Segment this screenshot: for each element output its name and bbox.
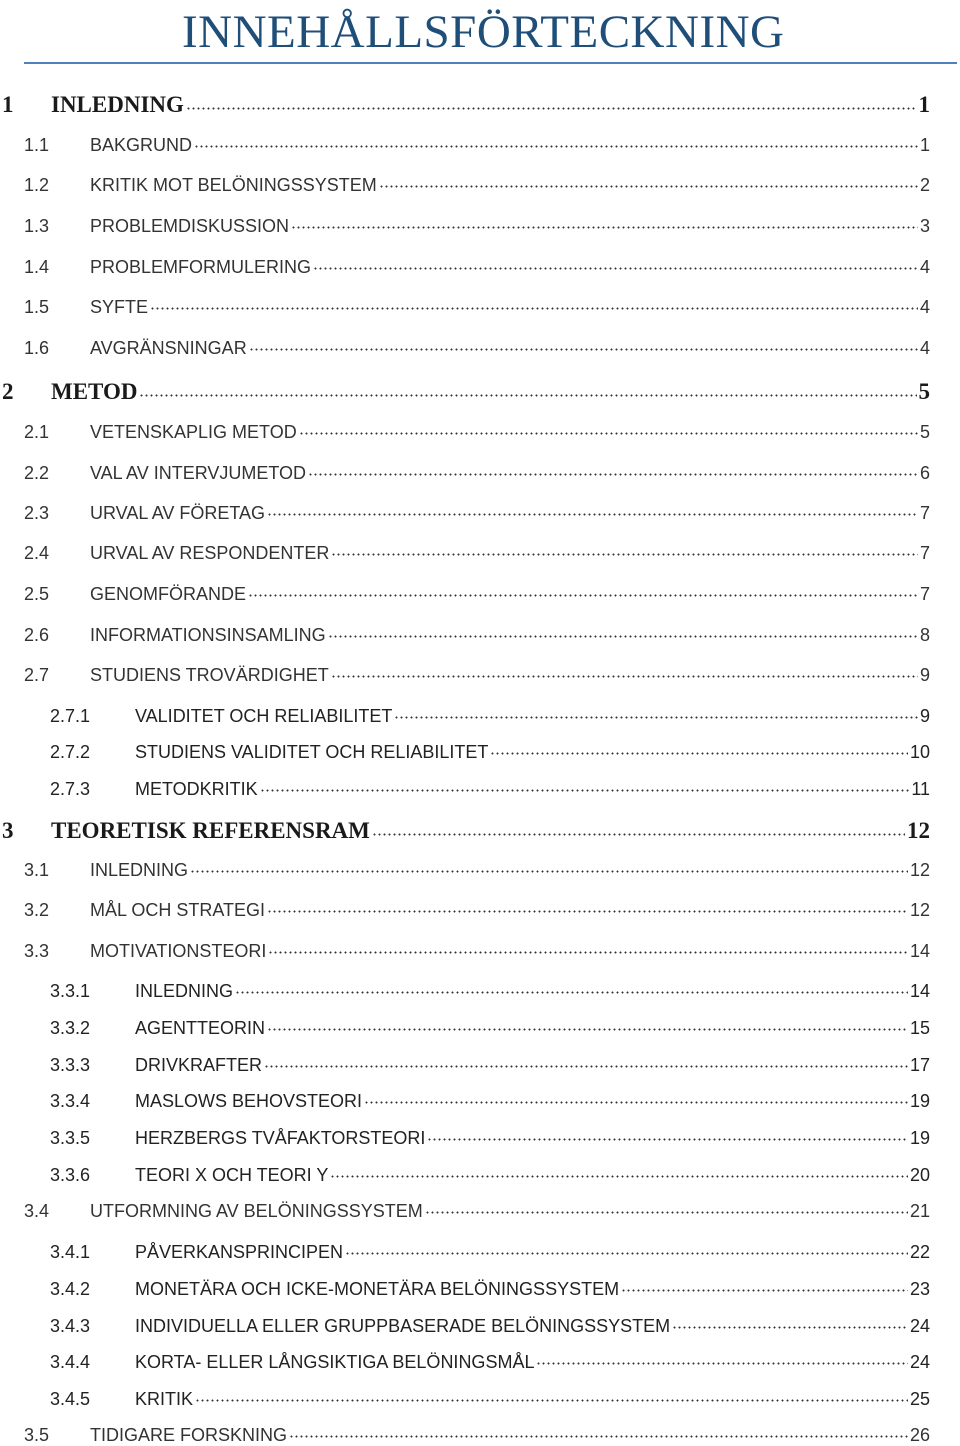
toc-entry-title: BAKGRUND <box>90 135 193 155</box>
page-title: INNEHÅLLSFÖRTECKNING <box>182 6 785 58</box>
toc-entry-number: 1.6 <box>24 338 50 358</box>
toc-entry-page: 20 <box>909 1165 930 1185</box>
toc-leader-dots <box>267 901 908 919</box>
toc-entry-page: 10 <box>909 742 930 762</box>
toc-entry-page: 4 <box>919 257 930 277</box>
toc-entry-title: GENOMFÖRANDE <box>90 584 247 604</box>
toc-entry-title: VAL AV INTERVJUMETOD <box>90 463 307 483</box>
toc-entry-page: 19 <box>909 1091 930 1111</box>
toc-entry-page: 21 <box>909 1201 930 1221</box>
toc-entry-number: 2.6 <box>24 625 50 645</box>
toc-entry-number: 2.7 <box>24 665 50 685</box>
toc-entry[interactable] <box>50 1353 930 1371</box>
toc-entry[interactable] <box>50 1390 930 1408</box>
toc-entry-page: 4 <box>919 338 930 358</box>
toc-entry[interactable] <box>0 93 930 116</box>
toc-leader-dots <box>195 1390 908 1408</box>
toc-leader-dots <box>379 176 918 194</box>
toc-entry-number: 3.3.3 <box>50 1055 91 1075</box>
toc-entry-number: 3.3.6 <box>50 1165 91 1185</box>
toc-leader-dots <box>150 298 918 316</box>
toc-entry-title: TIDIGARE FORSKNING <box>90 1425 288 1445</box>
toc-leader-dots <box>372 819 905 842</box>
toc-entry-number: 2.5 <box>24 584 50 604</box>
toc-entry-title: UTFORMNING AV BELÖNINGSSYSTEM <box>90 1201 423 1221</box>
toc-entry-number: 3.4.2 <box>50 1279 91 1299</box>
toc-entry-title: URVAL AV FÖRETAG <box>90 503 266 523</box>
toc-entry-page: 12 <box>909 860 930 880</box>
toc-entry-page: 24 <box>909 1352 930 1372</box>
toc-entry-title: TEORETISK REFERENSRAM <box>51 818 370 843</box>
toc-entry-title: INLEDNING <box>90 860 189 880</box>
toc-entry-page: 5 <box>918 379 930 404</box>
toc-leader-dots <box>427 1129 908 1147</box>
toc-entry-page: 25 <box>909 1389 930 1409</box>
toc-leader-dots <box>313 258 918 276</box>
toc-leader-dots <box>235 982 908 1000</box>
toc-entry-number: 1.4 <box>24 257 50 277</box>
toc-leader-dots <box>331 544 918 562</box>
toc-entry-page: 6 <box>919 463 930 483</box>
toc-leader-dots <box>330 1166 908 1184</box>
toc-entry-page: 14 <box>909 941 930 961</box>
toc-entry-page: 24 <box>909 1316 930 1336</box>
toc-entry-number: 2.4 <box>24 543 50 563</box>
toc-entry-page: 4 <box>919 297 930 317</box>
toc-leader-dots <box>190 861 908 879</box>
toc-entry[interactable] <box>24 1426 930 1444</box>
toc-entry-page: 12 <box>909 900 930 920</box>
toc-entry-number: 1.5 <box>24 297 50 317</box>
toc-leader-dots <box>268 942 908 960</box>
toc-entry-number: 3.2 <box>24 900 50 920</box>
toc-entry-number: 3.4 <box>24 1201 50 1221</box>
toc-leader-dots <box>672 1317 908 1335</box>
toc-entry-title: MÅL OCH STRATEGI <box>90 900 266 920</box>
toc-leader-dots <box>308 464 918 482</box>
toc-entry[interactable] <box>24 666 930 684</box>
toc-entry-number: 3.4.1 <box>50 1242 91 1262</box>
toc-leader-dots <box>267 504 918 522</box>
toc-entry[interactable] <box>24 176 930 194</box>
toc-entry-page: 9 <box>919 665 930 685</box>
toc-entry-page: 26 <box>909 1425 930 1445</box>
toc-entry-page: 7 <box>919 543 930 563</box>
toc-entry[interactable] <box>24 298 930 316</box>
toc-entry[interactable] <box>50 1166 930 1184</box>
toc-entry-title: HERZBERGS TVÅFAKTORSTEORI <box>135 1128 426 1148</box>
toc-entry-number: 1 <box>2 92 14 117</box>
toc-entry-number: 3.4.5 <box>50 1389 91 1409</box>
toc-entry-title: INFORMATIONSINSAMLING <box>90 625 326 645</box>
toc-entry-number: 2.3 <box>24 503 50 523</box>
toc-entry-page: 19 <box>909 1128 930 1148</box>
toc-entry-title: PROBLEMFORMULERING <box>90 257 312 277</box>
toc-entry-title: KRITIK <box>135 1389 194 1409</box>
toc-entry[interactable] <box>24 942 930 960</box>
toc-entry[interactable] <box>50 1056 930 1074</box>
toc-leader-dots <box>331 666 918 684</box>
toc-entry-number: 3.4.4 <box>50 1352 91 1372</box>
toc-entry-number: 3.3.4 <box>50 1091 91 1111</box>
toc-entry-number: 3.3.5 <box>50 1128 91 1148</box>
toc-entry-title: INLEDNING <box>51 92 184 117</box>
toc-entry-page: 17 <box>909 1055 930 1075</box>
toc-entry[interactable] <box>24 464 930 482</box>
toc-entry-title: VETENSKAPLIG METOD <box>90 422 297 442</box>
toc-entry-number: 3.1 <box>24 860 50 880</box>
toc-entry-number: 3 <box>2 818 14 843</box>
toc-entry[interactable] <box>50 1129 930 1147</box>
toc-entry-title: TEORI X OCH TEORI Y <box>135 1165 329 1185</box>
toc-entry-page: 11 <box>911 779 930 799</box>
toc-entry-page: 1 <box>919 135 930 155</box>
toc-entry-title: METOD <box>51 379 138 404</box>
toc-leader-dots <box>267 1019 908 1037</box>
toc-leader-dots <box>425 1202 908 1220</box>
toc-entry-title: PROBLEMDISKUSSION <box>90 216 290 236</box>
toc-entry-title: KORTA- ELLER LÅNGSIKTIGA BELÖNINGSMÅL <box>135 1352 535 1372</box>
toc-entry-title: PÅVERKANSPRINCIPEN <box>135 1242 344 1262</box>
toc-entry-page: 15 <box>909 1018 930 1038</box>
toc-entry[interactable] <box>50 780 930 798</box>
toc-entry-page: 22 <box>909 1242 930 1262</box>
toc-entry-page: 3 <box>919 216 930 236</box>
toc-entry[interactable] <box>24 901 930 919</box>
toc-entry[interactable] <box>0 819 930 842</box>
toc-leader-dots <box>345 1243 908 1261</box>
toc-leader-dots <box>364 1092 908 1110</box>
toc-entry-number: 2.7.3 <box>50 779 91 799</box>
toc-entry-page: 7 <box>919 584 930 604</box>
toc-entry-title: AGENTTEORIN <box>135 1018 266 1038</box>
toc-entry-title: STUDIENS TROVÄRDIGHET <box>90 665 329 685</box>
toc-leader-dots <box>328 626 918 644</box>
toc-entry[interactable] <box>50 1317 930 1335</box>
toc-leader-dots <box>260 780 910 798</box>
toc-entry-title: MONETÄRA OCH ICKE-MONETÄRA BELÖNINGSSYSTEM <box>135 1279 620 1299</box>
toc-entry[interactable] <box>24 544 930 562</box>
toc-entry-number: 3.3.1 <box>50 981 91 1001</box>
toc-leader-dots <box>291 217 918 235</box>
toc-leader-dots <box>248 585 918 603</box>
toc-leader-dots <box>194 136 918 154</box>
toc-entry[interactable] <box>50 743 930 761</box>
toc-entry-title: MASLOWS BEHOVSTEORI <box>135 1091 363 1111</box>
toc-leader-dots <box>186 93 917 116</box>
toc-entry-page: 8 <box>919 625 930 645</box>
toc-leader-dots <box>394 707 918 725</box>
toc-entry-title: MOTIVATIONSTEORI <box>90 941 267 961</box>
toc-entry-title: SYFTE <box>90 297 149 317</box>
toc-entry-page: 9 <box>919 706 930 726</box>
toc-entry[interactable] <box>24 585 930 603</box>
toc-entry[interactable] <box>24 339 930 357</box>
toc-entry-title: STUDIENS VALIDITET OCH RELIABILITET <box>135 742 489 762</box>
toc-entry-number: 1.3 <box>24 216 50 236</box>
toc-entry[interactable] <box>50 707 930 725</box>
toc-entry[interactable] <box>50 1243 930 1261</box>
toc-entry-number: 3.3.2 <box>50 1018 91 1038</box>
toc-entry[interactable] <box>24 217 930 235</box>
toc-entry-page: 12 <box>907 818 930 843</box>
toc-entry-title: INDIVIDUELLA ELLER GRUPPBASERADE BELÖNINGSSYSTEM <box>135 1316 671 1336</box>
toc-leader-dots <box>536 1353 908 1371</box>
toc-entry-title: URVAL AV RESPONDENTER <box>90 543 330 563</box>
toc-entry[interactable] <box>24 258 930 276</box>
toc-leader-dots <box>490 743 908 761</box>
toc-leader-dots <box>264 1056 908 1074</box>
toc-entry-number: 3.3 <box>24 941 50 961</box>
toc-entry-number: 2.2 <box>24 463 50 483</box>
toc-leader-dots <box>139 380 916 403</box>
toc-entry[interactable] <box>50 1092 930 1110</box>
toc-entry-page: 14 <box>909 981 930 1001</box>
toc-leader-dots <box>621 1280 908 1298</box>
toc-entry[interactable] <box>24 136 930 154</box>
toc-entry-page: 7 <box>919 503 930 523</box>
toc-leader-dots <box>289 1426 908 1444</box>
toc-leader-dots <box>249 339 918 357</box>
toc-entry[interactable] <box>50 982 930 1000</box>
toc-entry-number: 3.5 <box>24 1425 50 1445</box>
toc-entry[interactable] <box>50 1280 930 1298</box>
toc-entry[interactable] <box>50 1019 930 1037</box>
toc-entry-title: VALIDITET OCH RELIABILITET <box>135 706 393 726</box>
toc-entry-page: 2 <box>919 175 930 195</box>
toc-entry-number: 2.7.1 <box>50 706 91 726</box>
toc-entry[interactable] <box>24 1202 930 1220</box>
toc-entry-number: 1.2 <box>24 175 50 195</box>
toc-entry[interactable] <box>24 861 930 879</box>
toc-entry-title: DRIVKRAFTER <box>135 1055 263 1075</box>
toc-entry-number: 1.1 <box>24 135 50 155</box>
toc-entry[interactable] <box>24 626 930 644</box>
toc-leader-dots <box>299 423 918 441</box>
toc-entry-title: METODKRITIK <box>135 779 258 799</box>
toc-entry-page: 23 <box>909 1279 930 1299</box>
toc-entry-number: 2 <box>2 379 14 404</box>
toc-entry[interactable] <box>24 423 930 441</box>
toc-entry[interactable] <box>0 380 930 403</box>
toc-entry-page: 1 <box>918 92 930 117</box>
toc-entry-title: KRITIK MOT BELÖNINGSSYSTEM <box>90 175 377 195</box>
toc-entry-title: INLEDNING <box>135 981 234 1001</box>
toc-entry[interactable] <box>24 504 930 522</box>
toc-entry-page: 5 <box>919 422 930 442</box>
toc-entry-number: 2.7.2 <box>50 742 91 762</box>
toc-entry-title: AVGRÄNSNINGAR <box>90 338 247 358</box>
title-underline <box>24 62 957 64</box>
toc-entry-number: 3.4.3 <box>50 1316 91 1336</box>
toc-entry-number: 2.1 <box>24 422 50 442</box>
